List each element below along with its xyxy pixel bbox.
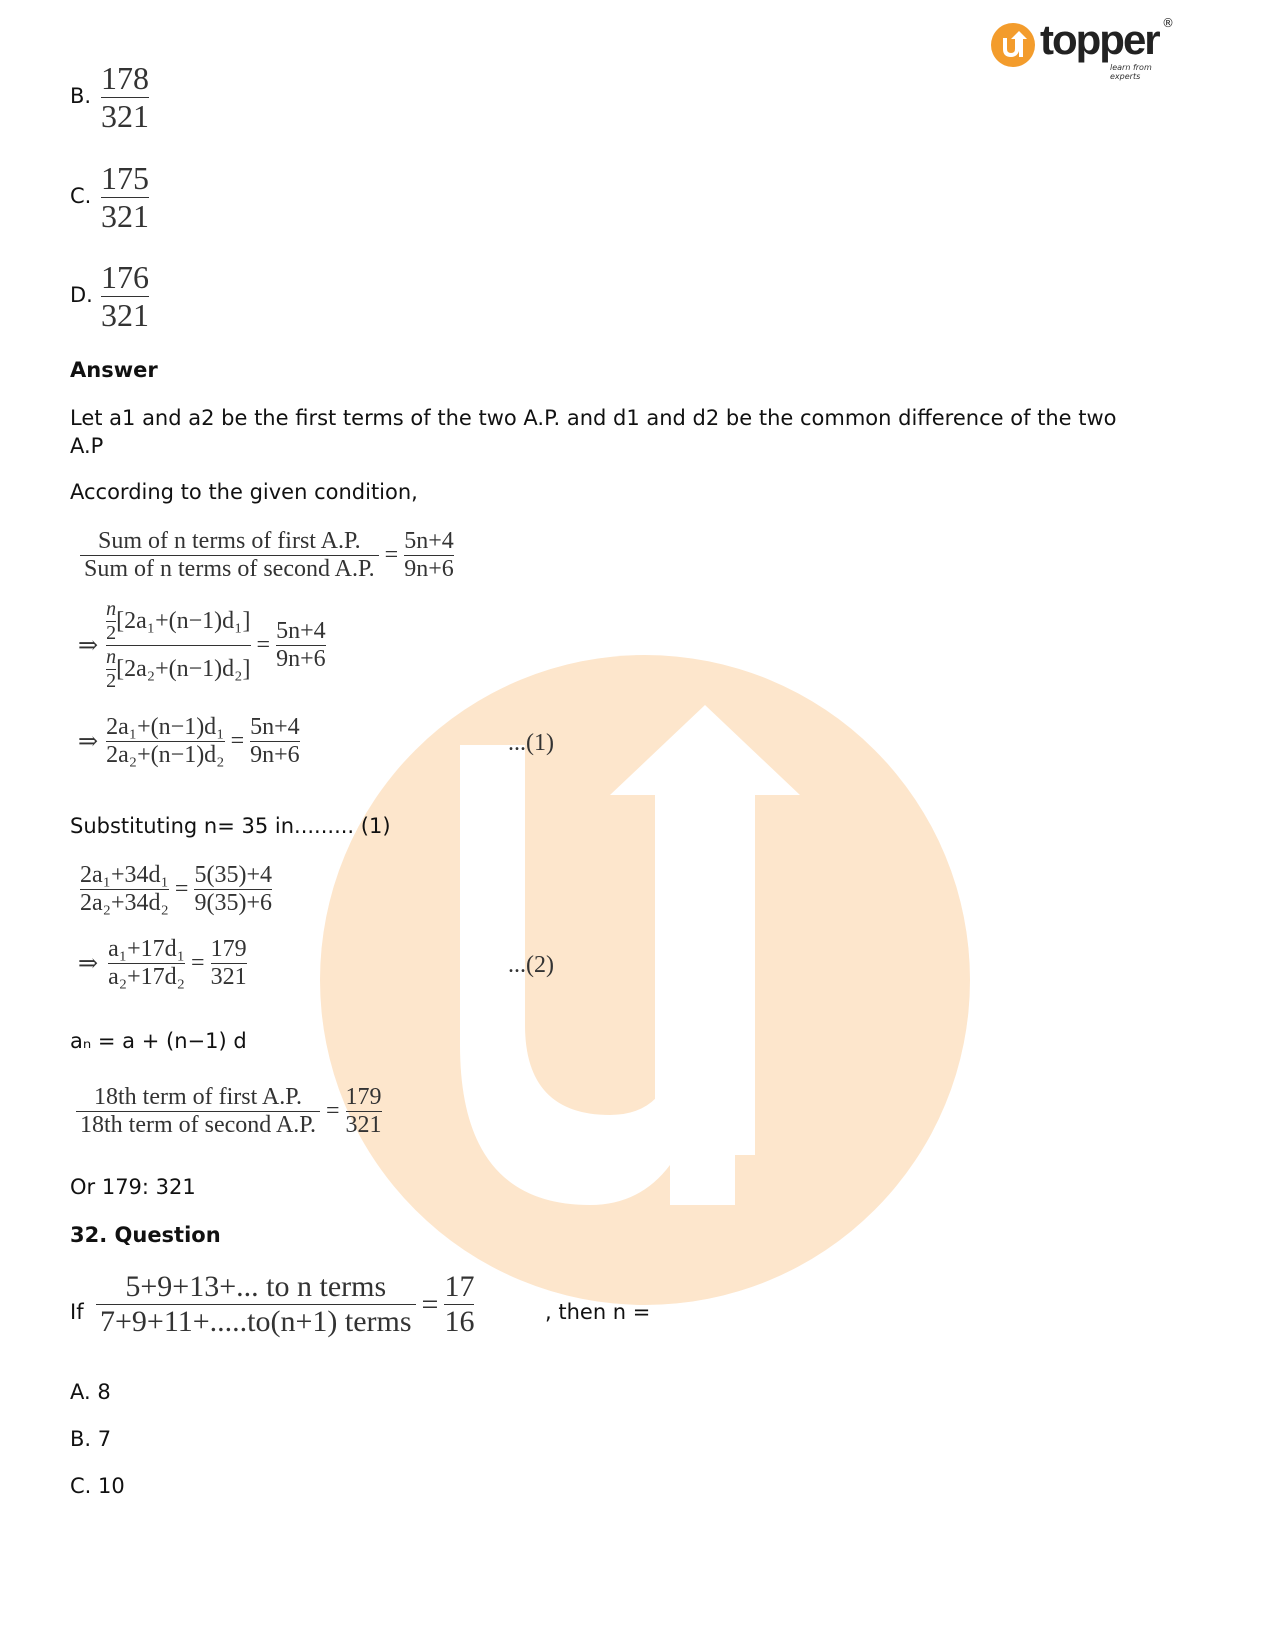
eq5-right-den: 321 (210, 964, 247, 990)
logo-circle-icon (990, 22, 1036, 68)
implies-icon: ⇒ (78, 729, 99, 755)
eq1-right-den: 9n+6 (404, 556, 454, 582)
option-c-num: 175 (101, 160, 149, 196)
equation-3: ⇒ $\frac{\text{2a₁+(n−1)d₁}}{\text{2a₂+(n−1)d₂}}$ = $\frac{5n+4}{9n+6}$ (78, 714, 300, 768)
eq6-left (76, 1084, 320, 1139)
eq1-left-den: Sum of n terms of second A.P. (84, 556, 375, 582)
eq4-left-num: 2a₁+34d₁ (80, 862, 169, 888)
q32-option-b-value: 7 (97, 1427, 112, 1451)
eq5-left (108, 936, 185, 991)
equation-2: ⇒ $\frac{n}{2}$ [2a₁+(n−1)d₁] $\frac{n}{2}$ [2a₂+(n−1)d₂] = $\frac{5n+4}{9n+6}$ (78, 598, 326, 692)
eq3-right-den: 9n+6 (250, 742, 300, 768)
equation-6: $\frac{\text{18th term of first A.P.}}{\text{18th term of second A.P.}}$ = $\frac{179}{321}$ (76, 1084, 382, 1139)
brand-registered: ® (1162, 16, 1174, 30)
q32-right (444, 1270, 474, 1339)
eq2-left (106, 598, 250, 693)
eq3-right-num: 5n+4 (250, 714, 300, 740)
option-b-fraction (101, 60, 149, 135)
option-c-fraction (101, 160, 149, 235)
eq6-left-num: 18th term of first A.P. (93, 1084, 302, 1110)
option-c-label: C. (70, 184, 92, 208)
eq6-right-den: 321 (345, 1112, 382, 1138)
eq1-left-num: Sum of n terms of first A.P. (97, 528, 361, 554)
eq2-coef-den-top: 2 (106, 622, 117, 644)
option-d-num: 176 (101, 259, 149, 295)
option-d-fraction (101, 259, 149, 334)
eq1-left (80, 528, 379, 583)
brand-name: topper (1040, 16, 1159, 63)
option-c-den: 321 (101, 198, 149, 234)
option-b-num: 178 (101, 60, 149, 96)
eq2-coef-num-bottom: n (106, 646, 117, 668)
eq6-right (346, 1084, 382, 1139)
answer-condition: According to the given condition, (70, 480, 418, 504)
option-d-den: 321 (101, 297, 149, 333)
eq5-left-num: a₁+17d₁ (108, 936, 186, 962)
eq5-right-num: 179 (210, 936, 247, 962)
q32-option-a-label: A. (70, 1380, 91, 1404)
eq6-left-den: 18th term of second A.P. (80, 1112, 316, 1138)
eq4-left (80, 862, 169, 917)
q32-right-num: 17 (444, 1270, 475, 1303)
answer-intro: Let a1 and a2 be the first terms of the two A.P. and d1 and d2 be the common difference of the two A.P (70, 406, 1117, 458)
implies-icon: ⇒ (78, 633, 99, 659)
question-32-equation: $\frac{\text{5+9+13+... to n terms}}{\text{7+9+11+.....to(n+1) terms}}$ = $\frac{17}{16}$ (96, 1270, 474, 1339)
eq3-left-den: 2a₂+(n−1)d₂ (106, 742, 225, 768)
eq4-right-den: 9(35)+6 (194, 890, 272, 916)
formula-text: aₙ = a + (n−1) d (70, 1029, 247, 1053)
eq4-left-den: 2a₂+34d₂ (80, 890, 169, 916)
q32-option-c-label: C. (70, 1474, 92, 1498)
option-d-label: D. (70, 283, 93, 307)
eq5-reference: ...(2) (508, 952, 554, 978)
q32-num: 5+9+13+... to n terms (125, 1270, 387, 1303)
eq2-left-num: [2a₁+(n−1)d₁] (116, 608, 251, 634)
option-b-den: 321 (101, 98, 149, 134)
equation-4: $\frac{\text{2a₁+34d₁}}{\text{2a₂+34d₂}}$ = $\frac{5(35)+4}{9(35)+6}$ (80, 862, 272, 916)
implies-icon: ⇒ (78, 951, 99, 977)
q32-right-den: 16 (444, 1305, 475, 1338)
brand-logo (990, 16, 1180, 81)
eq3-reference: ...(1) (508, 730, 554, 756)
eq1-right-num: 5n+4 (404, 528, 454, 554)
eq6-right-num: 179 (345, 1084, 382, 1110)
q32-den: 7+9+11+.....to(n+1) terms (100, 1305, 412, 1338)
q32-option-a-value: 8 (97, 1380, 111, 1404)
q32-option-b-label: B. (70, 1427, 92, 1451)
eq3-right (250, 714, 300, 769)
eq5-right (211, 936, 247, 991)
eq3-left-num: 2a₁+(n−1)d₁ (106, 714, 225, 740)
brand-tagline: learn from experts (1110, 63, 1152, 81)
eq4-right-num: 5(35)+4 (194, 862, 272, 888)
eq2-right-num: 5n+4 (276, 618, 326, 644)
ratio-text: Or 179: 321 (70, 1175, 196, 1199)
equation-5: ⇒ $\frac{\text{a₁+17d₁}}{\text{a₂+17d₂}}$ = $\frac{179}{321}$ (78, 936, 247, 990)
q32-option-a (70, 1378, 111, 1406)
q32-left (96, 1270, 416, 1339)
eq2-right (276, 618, 326, 673)
equation-1: $\frac{\text{Sum of n terms of first A.P.}}{\text{Sum of n terms of second A.P.}}$ = $\frac{5n+4}{9n+6}$ (80, 528, 454, 583)
q32-option-c-value: 10 (98, 1474, 125, 1498)
q32-option-c (70, 1472, 125, 1500)
eq2-coef-den-bottom: 2 (106, 670, 117, 692)
eq2-right-den: 9n+6 (276, 646, 326, 672)
eq2-left-den: [2a₂+(n−1)d₂] (116, 656, 251, 682)
substitute-text: Substituting n= 35 in......... (1) (70, 814, 391, 838)
answer-heading: Answer (70, 358, 158, 382)
option-b-label: B. (70, 84, 92, 108)
eq4-right (194, 862, 272, 917)
question-32-prefix: If (70, 1300, 84, 1324)
q32-option-b (70, 1425, 111, 1453)
eq2-coef-num-top: n (106, 598, 117, 620)
eq1-right (404, 528, 454, 583)
question-32-suffix: , then n = (545, 1300, 651, 1324)
eq5-left-den: a₂+17d₂ (108, 964, 186, 990)
question-32-heading: 32. Question (70, 1223, 221, 1247)
eq3-left (106, 714, 224, 769)
